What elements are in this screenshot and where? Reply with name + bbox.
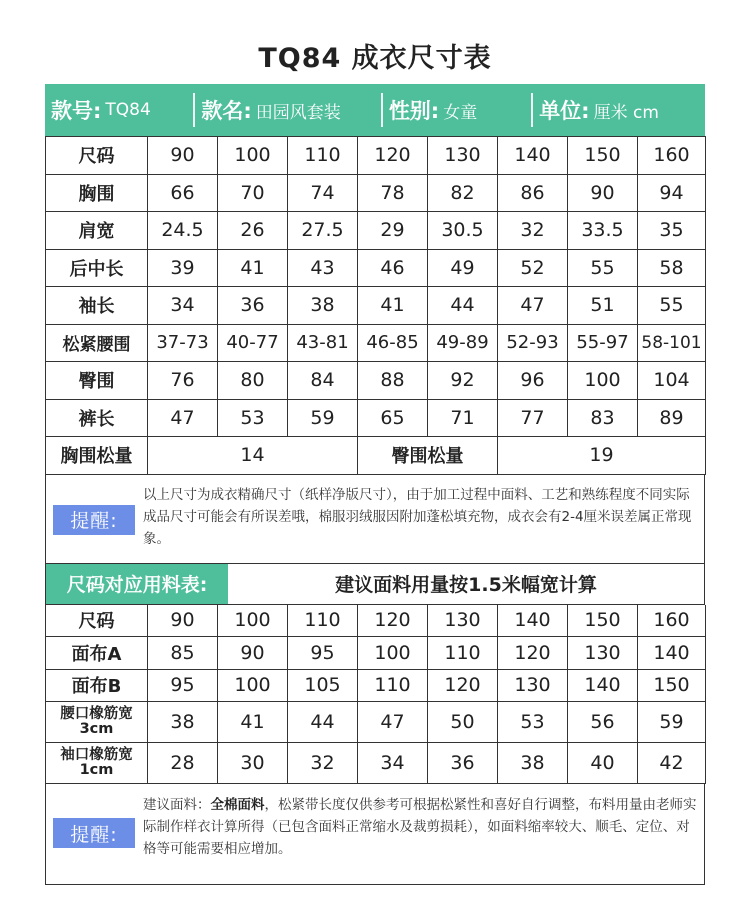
reminder-body: ，松紧带长度仅供参考可根据松紧性和喜好自行调整，布料用量由老师实际制作样衣计算所得（已包含面料正常缩水及裁剪损耗），如面料缩率较大、顺毛、定位、对格等可能需要相应增加。 xyxy=(143,797,697,857)
table-cell: 95 xyxy=(288,637,358,670)
table-cell: 90 xyxy=(218,637,288,670)
table-cell: 84 xyxy=(288,362,358,400)
table-cell: 85 xyxy=(148,637,218,670)
divider xyxy=(193,93,195,127)
style-no-value: TQ84 xyxy=(105,100,151,120)
table-cell: 51 xyxy=(568,287,638,325)
table-cell: 100 xyxy=(568,362,638,400)
table-cell: 140 xyxy=(638,637,706,670)
style-name xyxy=(195,84,380,136)
table-cell: 39 xyxy=(148,249,218,287)
hip-ease-label: 臀围松量 xyxy=(358,437,498,475)
table-cell: 86 xyxy=(498,174,568,212)
table-cell: 34 xyxy=(148,287,218,325)
table-cell: 78 xyxy=(358,174,428,212)
table-cell: 55 xyxy=(638,287,706,325)
table-cell: 38 xyxy=(498,743,568,784)
table-cell: 110 xyxy=(288,605,358,637)
reminder-bold: 全棉面料 xyxy=(210,797,265,813)
table-cell: 47 xyxy=(148,399,218,437)
table-cell: 100 xyxy=(358,637,428,670)
table-row xyxy=(46,137,706,175)
table-cell: 94 xyxy=(638,174,706,212)
table-cell: 42 xyxy=(638,743,706,784)
table-cell: 28 xyxy=(148,743,218,784)
table-cell: 140 xyxy=(498,605,568,637)
row-header: 面布B xyxy=(46,669,148,702)
size-chart xyxy=(45,84,705,885)
table-cell: 37-73 xyxy=(148,324,218,362)
table-cell: 150 xyxy=(638,669,706,702)
table-cell: 90 xyxy=(568,174,638,212)
table-cell: 130 xyxy=(498,669,568,702)
table-cell: 41 xyxy=(358,287,428,325)
table-cell: 38 xyxy=(148,702,218,743)
table-cell: 83 xyxy=(568,399,638,437)
table-cell: 40-77 xyxy=(218,324,288,362)
reminder-label: 提醒: xyxy=(53,505,135,535)
reminder-text: 以上尺寸为成衣精确尺寸（纸样净版尺寸），由于加工过程中面料、工艺和熟练程度不同实际成品尺寸可能会有所误差哦，棉服羽绒服因附加蓬松填充物，成衣会有2-4厘米误差属正常现象。 xyxy=(143,486,692,547)
table-row xyxy=(46,174,706,212)
table-cell: 35 xyxy=(638,212,706,250)
gender-value: 女童 xyxy=(443,102,478,123)
table-cell: 33.5 xyxy=(568,212,638,250)
table-cell: 38 xyxy=(288,287,358,325)
chest-ease-value: 14 xyxy=(148,437,358,475)
table-cell: 130 xyxy=(568,637,638,670)
table-cell: 46 xyxy=(358,249,428,287)
table-cell: 44 xyxy=(288,702,358,743)
size-table xyxy=(45,136,706,475)
fabric-width-note: 建议面料用量按1.5米幅宽计算 xyxy=(335,574,597,596)
table-row xyxy=(46,702,706,743)
table-cell: 100 xyxy=(218,605,288,637)
page-title: TQ84 成衣尺寸表 xyxy=(258,43,492,74)
row-header: 腰口橡筋宽3cm xyxy=(46,702,148,743)
row-header: 臀围 xyxy=(46,362,148,400)
table-cell: 90 xyxy=(148,605,218,637)
info-bar xyxy=(45,84,705,136)
style-name-value: 田园风套装 xyxy=(255,102,341,123)
table-cell: 53 xyxy=(498,702,568,743)
table-row xyxy=(46,249,706,287)
table-cell: 30 xyxy=(218,743,288,784)
row-header: 后中长 xyxy=(46,249,148,287)
table-cell: 36 xyxy=(218,287,288,325)
row-header: 袖长 xyxy=(46,287,148,325)
table-cell: 34 xyxy=(358,743,428,784)
table-cell: 74 xyxy=(288,174,358,212)
table-cell: 32 xyxy=(498,212,568,250)
table-cell: 104 xyxy=(638,362,706,400)
table-cell: 32 xyxy=(288,743,358,784)
table-cell: 76 xyxy=(148,362,218,400)
table-cell: 30.5 xyxy=(428,212,498,250)
fabric-section-header xyxy=(45,564,705,605)
table-cell: 43-81 xyxy=(288,324,358,362)
table-cell: 95 xyxy=(148,669,218,702)
table-cell: 140 xyxy=(498,137,568,175)
chest-ease-label: 胸围松量 xyxy=(46,437,148,475)
table-cell: 46-85 xyxy=(358,324,428,362)
table-cell: 100 xyxy=(218,669,288,702)
gender-label: 性别: xyxy=(388,99,440,123)
ease-row xyxy=(46,437,706,475)
table-cell: 55 xyxy=(568,249,638,287)
table-cell: 120 xyxy=(358,137,428,175)
table-cell: 43 xyxy=(288,249,358,287)
table-cell: 58-101 xyxy=(638,324,706,362)
table-cell: 89 xyxy=(638,399,706,437)
table-cell: 160 xyxy=(638,137,706,175)
table-cell: 130 xyxy=(428,605,498,637)
table-cell: 66 xyxy=(148,174,218,212)
table-cell: 36 xyxy=(428,743,498,784)
table-cell: 55-97 xyxy=(568,324,638,362)
table-cell: 49-89 xyxy=(428,324,498,362)
table-cell: 80 xyxy=(218,362,288,400)
style-no-label: 款号: xyxy=(51,99,102,123)
table-cell: 56 xyxy=(568,702,638,743)
table-cell: 150 xyxy=(568,605,638,637)
table-cell: 120 xyxy=(358,605,428,637)
table-cell: 41 xyxy=(218,249,288,287)
row-header: 面布A xyxy=(46,637,148,670)
table-cell: 96 xyxy=(498,362,568,400)
table-cell: 50 xyxy=(428,702,498,743)
table-cell: 150 xyxy=(568,137,638,175)
table-row xyxy=(46,212,706,250)
style-no xyxy=(45,84,193,136)
reminder-text xyxy=(143,794,698,860)
table-cell: 24.5 xyxy=(148,212,218,250)
table-row xyxy=(46,324,706,362)
table-cell: 59 xyxy=(288,399,358,437)
table-cell: 49 xyxy=(428,249,498,287)
table-cell: 140 xyxy=(568,669,638,702)
reminder-prefix: 建议面料： xyxy=(143,797,211,813)
row-header: 尺码 xyxy=(46,137,148,175)
table-cell: 70 xyxy=(218,174,288,212)
unit-value: 厘米 cm xyxy=(593,102,659,123)
table-cell: 110 xyxy=(358,669,428,702)
reminder-box xyxy=(45,475,705,564)
table-cell: 120 xyxy=(428,669,498,702)
table-row xyxy=(46,637,706,670)
table-cell: 88 xyxy=(358,362,428,400)
table-cell: 41 xyxy=(218,702,288,743)
table-cell: 52-93 xyxy=(498,324,568,362)
table-cell: 40 xyxy=(568,743,638,784)
row-header: 尺码 xyxy=(46,605,148,637)
table-cell: 120 xyxy=(498,637,568,670)
table-row xyxy=(46,605,706,637)
style-name-label: 款名: xyxy=(201,99,252,123)
table-cell: 90 xyxy=(148,137,218,175)
table-cell: 92 xyxy=(428,362,498,400)
table-cell: 59 xyxy=(638,702,706,743)
unit-label: 单位: xyxy=(539,99,590,123)
table-cell: 47 xyxy=(358,702,428,743)
reminder-label: 提醒: xyxy=(53,818,135,848)
table-cell: 29 xyxy=(358,212,428,250)
table-row xyxy=(46,362,706,400)
table-cell: 105 xyxy=(288,669,358,702)
table-cell: 53 xyxy=(218,399,288,437)
table-cell: 52 xyxy=(498,249,568,287)
table-cell: 110 xyxy=(428,637,498,670)
table-cell: 82 xyxy=(428,174,498,212)
table-row xyxy=(46,743,706,784)
table-row xyxy=(46,399,706,437)
table-cell: 27.5 xyxy=(288,212,358,250)
divider xyxy=(381,93,383,127)
table-cell: 47 xyxy=(498,287,568,325)
fabric-table-label: 尺码对应用料表: xyxy=(46,564,228,604)
hip-ease-value: 19 xyxy=(498,437,706,475)
fabric-table xyxy=(45,605,706,785)
table-cell: 100 xyxy=(218,137,288,175)
row-header: 松紧腰围 xyxy=(46,324,148,362)
table-cell: 71 xyxy=(428,399,498,437)
divider xyxy=(531,93,533,127)
table-row xyxy=(46,287,706,325)
table-row xyxy=(46,669,706,702)
table-cell: 110 xyxy=(288,137,358,175)
table-cell: 65 xyxy=(358,399,428,437)
unit xyxy=(533,84,705,136)
row-header: 袖口橡筋宽1cm xyxy=(46,743,148,784)
table-cell: 130 xyxy=(428,137,498,175)
reminder-box xyxy=(45,784,705,885)
table-cell: 77 xyxy=(498,399,568,437)
row-header: 肩宽 xyxy=(46,212,148,250)
gender xyxy=(383,84,531,136)
table-cell: 160 xyxy=(638,605,706,637)
table-cell: 26 xyxy=(218,212,288,250)
table-cell: 58 xyxy=(638,249,706,287)
row-header: 裤长 xyxy=(46,399,148,437)
row-header: 胸围 xyxy=(46,174,148,212)
table-cell: 44 xyxy=(428,287,498,325)
